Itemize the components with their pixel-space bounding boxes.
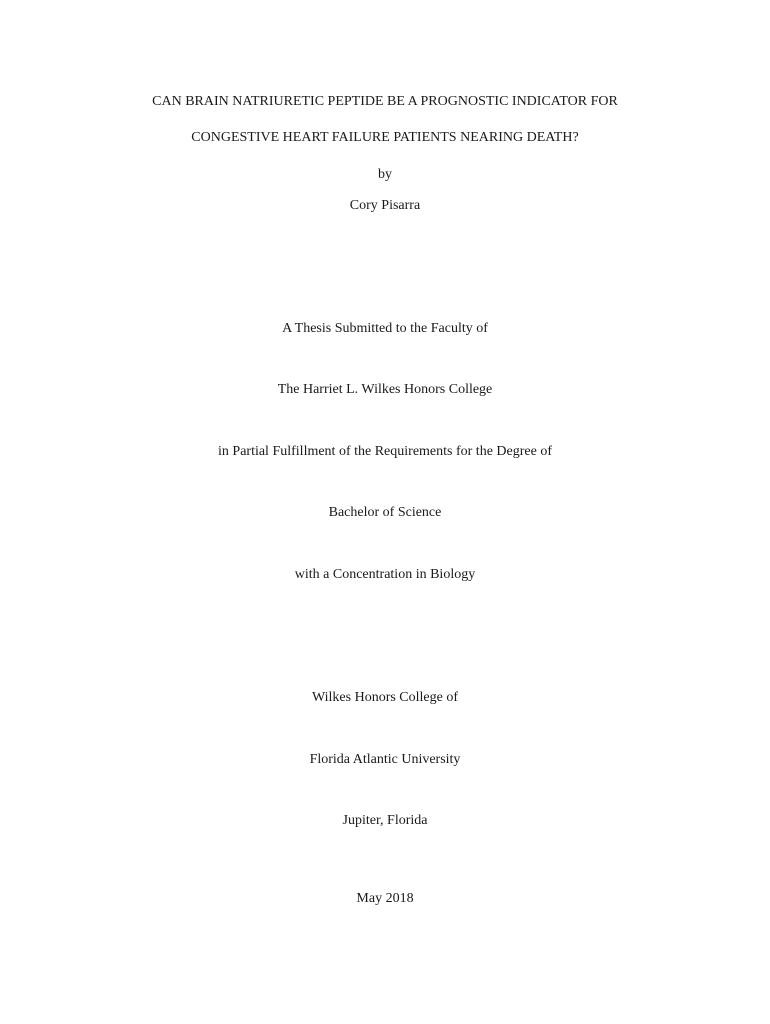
institution-line-2: Florida Atlantic University — [309, 752, 461, 767]
degree-name: Bachelor of Science — [328, 505, 442, 520]
submission-statement: A Thesis Submitted to the Faculty of — [282, 321, 488, 336]
location: Jupiter, Florida — [342, 813, 428, 828]
college-name: The Harriet L. Wilkes Honors College — [277, 382, 493, 397]
author-name: Cory Pisarra — [349, 198, 421, 213]
title-line-1: CAN BRAIN NATRIURETIC PEPTIDE BE A PROGNOSTIC INDICATOR FOR — [152, 94, 618, 109]
title-line-2: CONGESTIVE HEART FAILURE PATIENTS NEARING DEATH? — [191, 130, 579, 145]
date: May 2018 — [356, 891, 414, 906]
fulfillment-statement: in Partial Fulfillment of the Requirements for the Degree of — [218, 444, 552, 459]
by-label: by — [378, 167, 392, 182]
institution-line-1: Wilkes Honors College of — [311, 690, 459, 705]
concentration: with a Concentration in Biology — [294, 567, 476, 582]
